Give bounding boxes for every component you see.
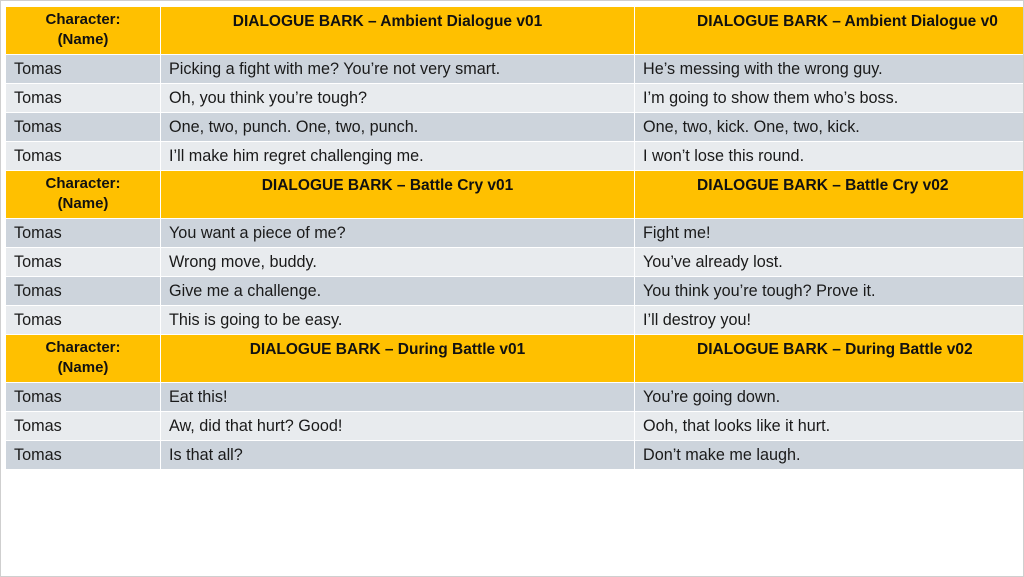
dialogue-cell-v01: Wrong move, buddy. <box>161 248 635 276</box>
dialogue-cell-v01: I’ll make him regret challenging me. <box>161 142 635 170</box>
character-cell: Tomas <box>6 412 161 440</box>
dialogue-cell-v01: Oh, you think you’re tough? <box>161 84 635 112</box>
character-header-name: (Name) <box>57 31 109 48</box>
table-row <box>6 248 1023 277</box>
character-header-cell <box>6 335 161 382</box>
character-header-label: Character: <box>45 11 121 28</box>
dialogue-cell-v02: You’ve already lost. <box>643 253 783 271</box>
dialogue-cell-v02: I won’t lose this round. <box>643 147 805 165</box>
table-row <box>6 219 1023 248</box>
dialogue-cell-v01: Give me a challenge. <box>161 277 635 305</box>
column-header-v02: DIALOGUE BARK – Ambient Dialogue v0 <box>697 13 998 30</box>
table-row <box>6 84 1023 113</box>
dialogue-cell-v01: You want a piece of me? <box>161 219 635 247</box>
character-cell: Tomas <box>6 277 161 305</box>
dialogue-cell-v01: Eat this! <box>161 383 635 411</box>
character-cell: Tomas <box>6 383 161 411</box>
table-row <box>6 55 1023 84</box>
dialogue-cell-v01: Picking a fight with me? You’re not very smart. <box>161 55 635 83</box>
character-header-label: Character: <box>45 339 121 356</box>
section-header-row <box>6 335 1023 383</box>
dialogue-table <box>6 7 1023 470</box>
character-header-cell <box>6 7 161 54</box>
column-header-v02: DIALOGUE BARK – During Battle v02 <box>697 341 973 358</box>
character-cell: Tomas <box>6 55 161 83</box>
dialogue-cell-v02: You think you’re tough? Prove it. <box>643 282 876 300</box>
table-row <box>6 383 1023 412</box>
dialogue-cell-v02: You’re going down. <box>643 388 781 406</box>
section-header-row <box>6 171 1023 219</box>
character-header-name: (Name) <box>57 359 109 376</box>
dialogue-cell-v02: Don’t make me laugh. <box>643 446 801 464</box>
table-row <box>6 306 1023 335</box>
table-row <box>6 142 1023 171</box>
dialogue-cell-v02: One, two, kick. One, two, kick. <box>643 118 860 136</box>
dialogue-cell-v02: Ooh, that looks like it hurt. <box>643 417 831 435</box>
table-row <box>6 277 1023 306</box>
character-cell: Tomas <box>6 84 161 112</box>
dialogue-cell-v01: Is that all? <box>161 441 635 469</box>
dialogue-cell-v02: He’s messing with the wrong guy. <box>643 60 883 78</box>
table-row <box>6 441 1023 470</box>
character-header-label: Character: <box>45 175 121 192</box>
dialogue-cell-v01: This is going to be easy. <box>161 306 635 334</box>
character-cell: Tomas <box>6 248 161 276</box>
section-header-row <box>6 7 1023 55</box>
dialogue-cell-v01: One, two, punch. One, two, punch. <box>161 113 635 141</box>
character-cell: Tomas <box>6 113 161 141</box>
column-header-v02: DIALOGUE BARK – Battle Cry v02 <box>697 177 949 194</box>
dialogue-cell-v02: I’m going to show them who’s boss. <box>643 89 899 107</box>
character-header-name: (Name) <box>57 195 109 212</box>
column-header-v01: DIALOGUE BARK – Battle Cry v01 <box>161 171 635 218</box>
character-cell: Tomas <box>6 306 161 334</box>
column-header-v01: DIALOGUE BARK – During Battle v01 <box>161 335 635 382</box>
table-row <box>6 113 1023 142</box>
table-row <box>6 412 1023 441</box>
character-header-cell <box>6 171 161 218</box>
dialogue-cell-v02: I’ll destroy you! <box>643 311 751 329</box>
character-cell: Tomas <box>6 219 161 247</box>
dialogue-cell-v02: Fight me! <box>643 224 711 242</box>
character-cell: Tomas <box>6 142 161 170</box>
dialogue-cell-v01: Aw, did that hurt? Good! <box>161 412 635 440</box>
column-header-v01: DIALOGUE BARK – Ambient Dialogue v01 <box>161 7 635 54</box>
character-cell: Tomas <box>6 441 161 469</box>
